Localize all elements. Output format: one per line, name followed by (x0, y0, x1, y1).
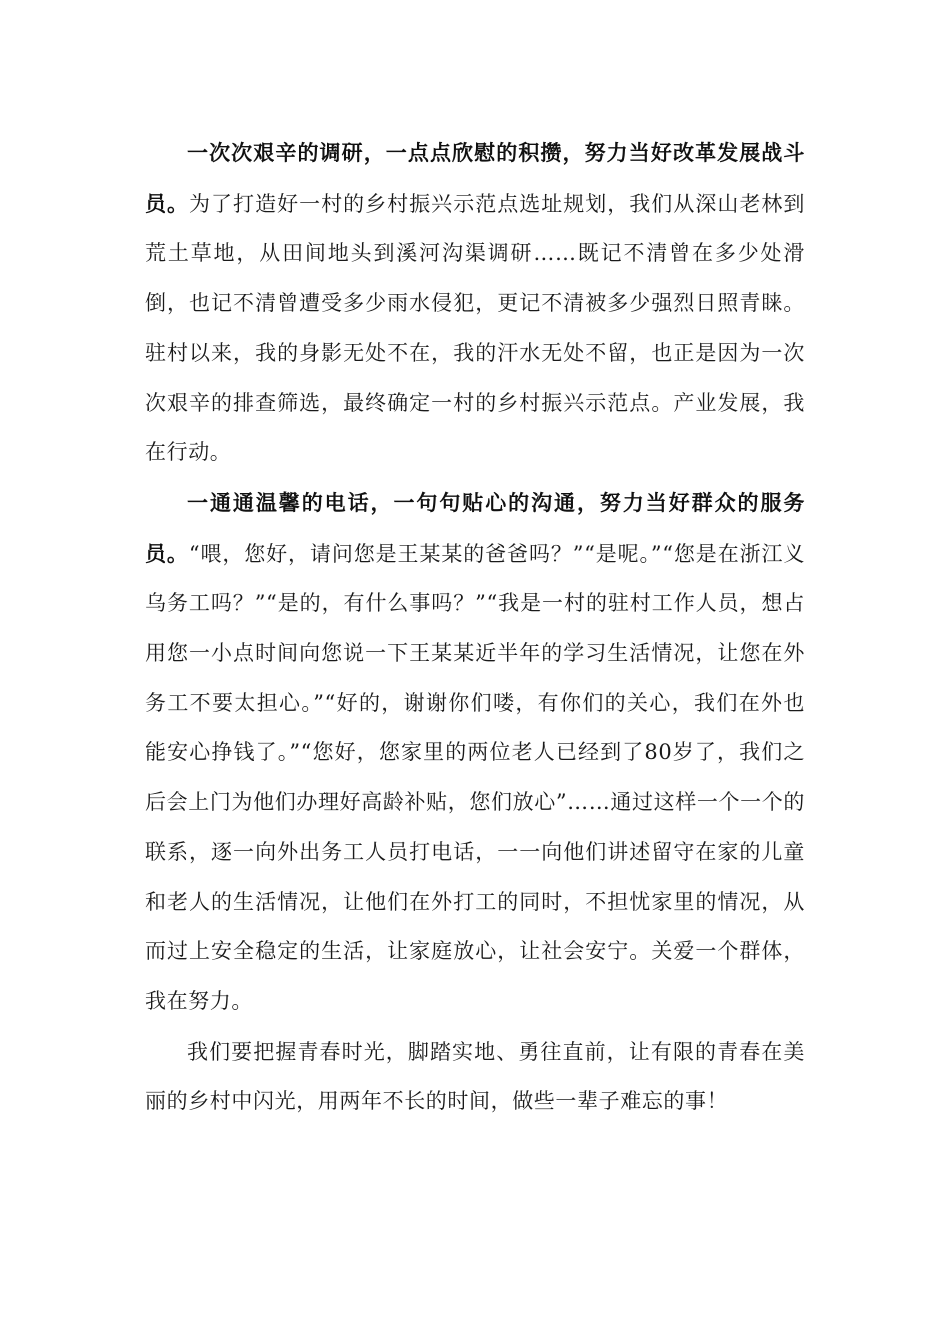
paragraph-phone-calls (145, 478, 805, 1027)
paragraph-lead: 一次次艰辛的调研，一点点欣慰的积攒，努力当好改革发展战斗员。 (145, 140, 805, 216)
paragraph-text: “喂，您好，请问您是王某某的爸爸吗？”“是呢。”“您是在浙江义乌务工吗？”“是的，有什么事吗？”“我是一村的驻村工作人员，想占用您一小点时间向您说一下王某某近半年的学习生活情况，让您在外务工不要太担心。”“好的，谢谢你们喽，有你们的关心，我们在外也能安心挣钱了。”“您好，您家里的两位老人已经到了80岁了，我们之后会上门为他们办理好高龄补贴，您们放心”……通过这样一个一个的联系，逐一向外出务工人员打电话，一一向他们讲述留守在家的儿童和老人的生活情况，让他们在外打工的同时，不担忧家里的情况，从而过上安全稳定的生活，让家庭放心，让社会安宁。关爱一个群体，我在努力。 (145, 541, 806, 1013)
paragraph-conclusion (145, 1027, 805, 1127)
paragraph-text: 为了打造好一村的乡村振兴示范点选址规划，我们从深山老林到荒土草地，从田间地头到溪河沟渠调研……既记不清曾在多少处滑倒，也记不清曾遭受多少雨水侵犯，更记不清被多少强烈日照青睐。驻村以来，我的身影无处不在，我的汗水无处不留，也正是因为一次次艰辛的排查筛选，最终确定一村的乡村振兴示范点。产业发展，我在行动。 (145, 191, 805, 465)
document-body (145, 128, 805, 1127)
paragraph-text: 我们要把握青春时光，脚踏实地、勇往直前，让有限的青春在美丽的乡村中闪光，用两年不长的时间，做些一辈子难忘的事！ (145, 1039, 805, 1114)
paragraph-research (145, 128, 805, 478)
paragraph-lead: 一通通温馨的电话，一句句贴心的沟通，努力当好群众的服务员。 (145, 489, 805, 566)
